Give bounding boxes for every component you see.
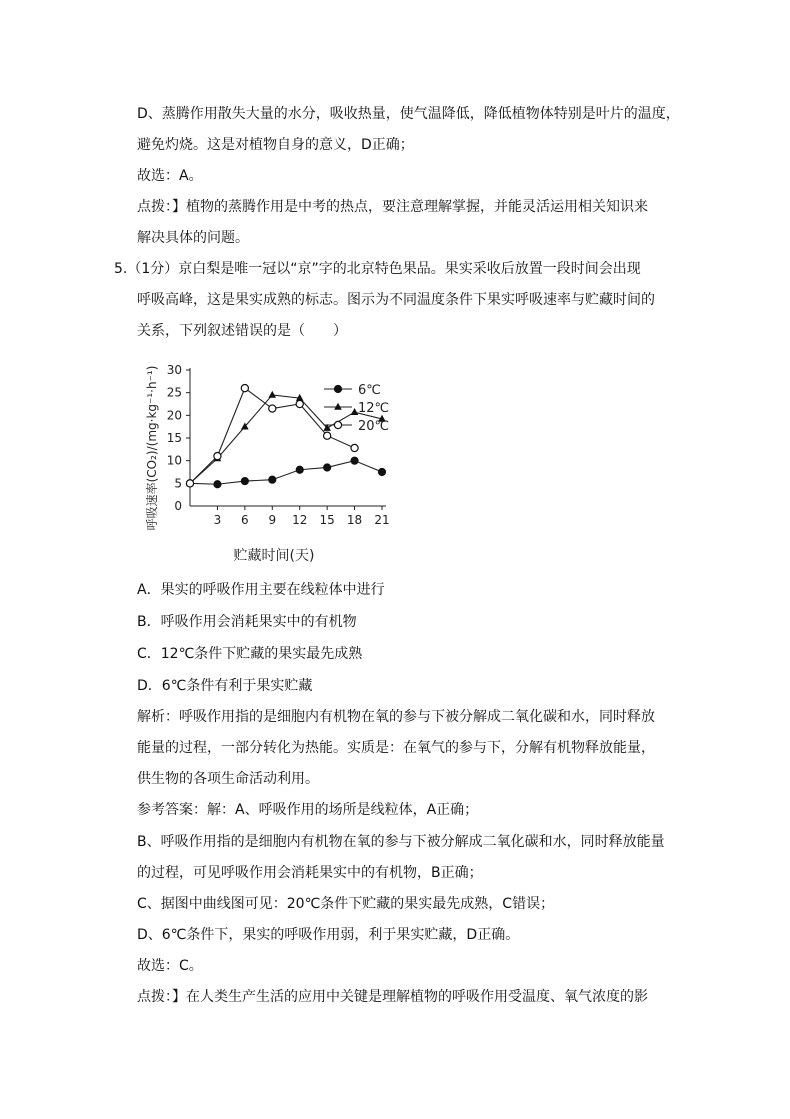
legend-label: 12℃ (358, 401, 390, 416)
x-tick-label: 21 (374, 513, 390, 527)
data-point (334, 403, 342, 410)
text-line: A．果实的呼吸作用主要在线粒体中进行 (137, 582, 385, 598)
text-line: C、据图中曲线图可见：20℃条件下贮藏的果实最先成熟，C错误； (137, 896, 555, 912)
y-tick-label: 0 (174, 499, 182, 513)
data-point (296, 466, 303, 473)
series-line (190, 395, 382, 483)
data-point (269, 476, 276, 483)
legend-label: 20℃ (358, 419, 390, 434)
text-line: 供生物的各项生命活动利用。 (137, 771, 319, 787)
y-tick-label: 5 (174, 476, 182, 491)
data-point (268, 391, 276, 398)
chart-legend (324, 383, 389, 434)
text-line: D、蒸腾作用散失大量的水分，吸收热量，使气温降低，降低植物体特别是叶片的温度， (137, 106, 680, 122)
x-tick-label: 12 (292, 513, 308, 527)
text-line: 参考答案：解：A、呼吸作用的场所是线粒体，A正确； (137, 802, 479, 818)
chart-series (186, 385, 386, 488)
data-point (214, 453, 221, 460)
text-line: 的过程，可见呼吸作用会消耗果实中的有机物，B正确； (137, 865, 483, 881)
text-line: 能量的过程，一部分转化为热能。实质是：在氧气的参与下，分解有机物释放能量， (137, 740, 655, 756)
text-line: 解决具体的问题。 (137, 230, 249, 246)
data-point (269, 405, 276, 412)
data-point (186, 480, 193, 487)
text-line: C．12℃条件下贮藏的果实最先成熟 (137, 646, 363, 662)
data-point (296, 400, 303, 407)
text-line: D、6℃条件下，果实的呼吸作用弱，利于果实贮藏，D正确。 (137, 927, 520, 943)
text-line: 解析：呼吸作用指的是细胞内有机物在氧的参与下被分解成二氧化碳和水，同时释放 (137, 709, 655, 725)
x-axis-label: 贮藏时间(天) (233, 548, 315, 564)
respiration-rate-chart (136, 350, 396, 580)
y-tick-label: 20 (166, 408, 182, 423)
x-tick-label: 18 (346, 513, 363, 527)
y-tick-label: 10 (166, 453, 182, 468)
x-tick-label: 15 (319, 513, 335, 527)
x-tick-label: 3 (213, 513, 222, 527)
data-point (351, 457, 358, 464)
text-line: 故选：C。 (137, 958, 203, 974)
text-line: 呼吸高峰，这是果实成熟的标志。图示为不同温度条件下果实呼吸速率与贮藏时间的 (137, 292, 655, 308)
y-tick-label: 30 (166, 363, 182, 377)
text-line: D．6℃条件有利于果实贮藏 (137, 678, 313, 694)
data-point (241, 385, 248, 392)
y-tick-label: 25 (166, 385, 182, 400)
legend-label: 6℃ (358, 383, 381, 398)
text-line: 点拨：】在人类生产生活的应用中关键是理解植物的呼吸作用受温度、氧气浓度的影 (137, 989, 648, 1005)
text-line: B．呼吸作用会消耗果实中的有机物 (137, 614, 357, 630)
x-tick-label: 6 (241, 513, 249, 527)
data-point (334, 385, 341, 392)
text-line: 关系，下列叙述错误的是（ ） (137, 323, 347, 339)
x-tick-label: 9 (268, 513, 277, 527)
data-point (324, 432, 331, 439)
data-point (378, 468, 385, 475)
data-point (324, 464, 331, 471)
y-tick-label: 15 (166, 431, 182, 445)
text-line: B、呼吸作用指的是细胞内有机物在氧的参与下被分解成二氧化碳和水，同时释放能量 (137, 834, 665, 850)
text-line: 点拨：】植物的蒸腾作用是中考的热点，要注意理解掌握，并能灵活运用相关知识来 (137, 199, 648, 215)
data-point (334, 421, 341, 428)
data-point (241, 477, 248, 484)
data-point (351, 444, 358, 451)
data-point (214, 481, 221, 488)
text-line: 5.（1分）京白梨是唯一冠以“京”字的北京特色果品。果实采收后放置一段时间会出现 (114, 261, 641, 277)
text-line: 故选：A。 (137, 168, 203, 184)
text-line: 避免灼烧。这是对植物自身的意义，D正确； (137, 137, 414, 153)
y-axis-label: 呼吸速率(CO₂)/(mg·kg⁻¹·h⁻¹) (145, 365, 159, 531)
